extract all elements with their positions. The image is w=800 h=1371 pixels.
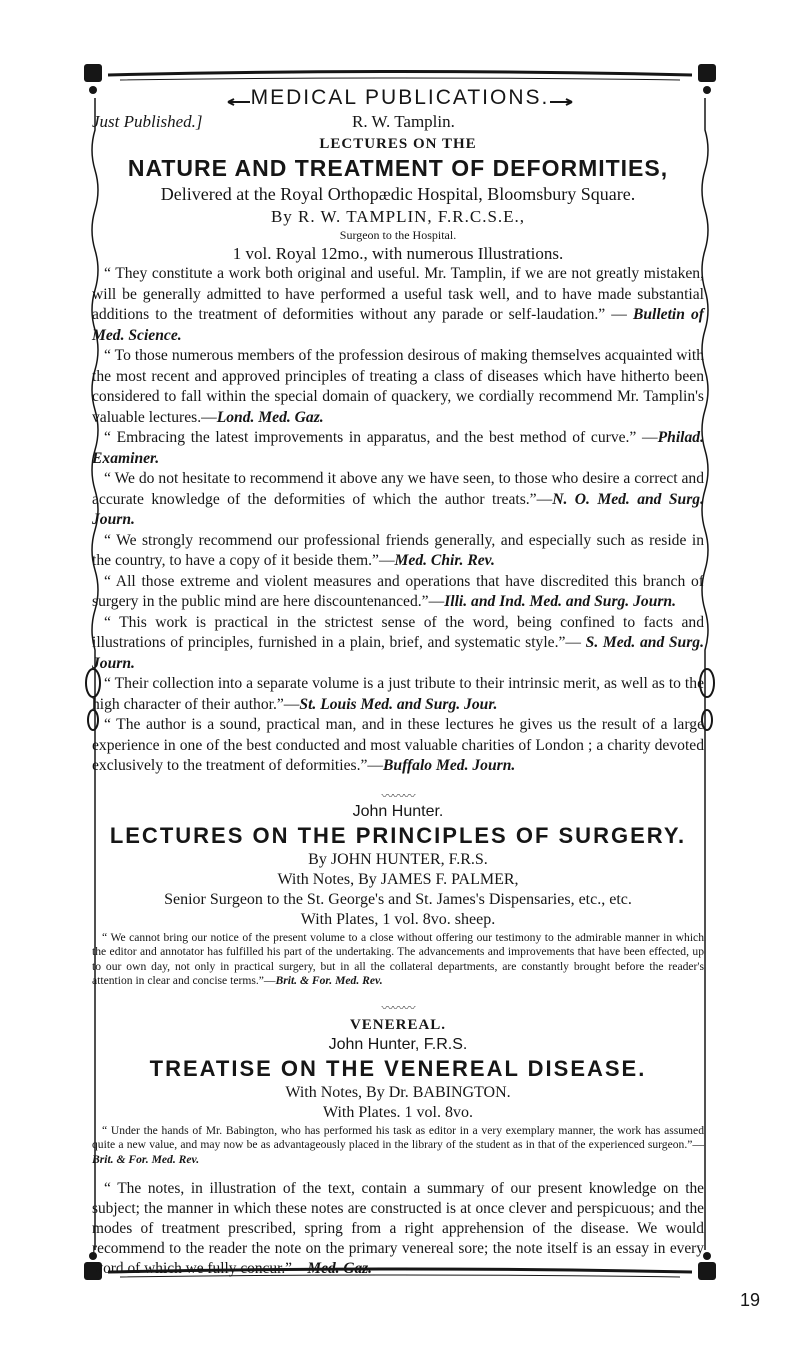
venereal-heading: VENEREAL.	[349, 1016, 447, 1033]
review-quote: “ This work is practical in the strictest sense of the word, being confined to facts and illustrations of principles, furnished in a plain, brief, and systematic style.”— S. Med. and Surg. Journ.	[92, 613, 704, 672]
tamplin-title: NATURE AND TREATMENT OF DEFORMITIES,	[127, 155, 669, 181]
publications-content	[92, 88, 704, 1279]
hunter-role: Senior Surgeon to the St. George's and St. James's Dispensaries, etc., etc.	[164, 890, 632, 908]
review-source: Brit. & For. Med. Rev.	[92, 1152, 200, 1166]
review-source: S. Med. and Surg. Journ.	[92, 634, 704, 672]
tamplin-lectures-on: LECTURES ON THE	[319, 136, 477, 152]
venereal-review-1: “ Under the hands of Mr. Babington, who has performed his task as editor in a very exemplary manner, the work has assumed quite a new value, and may now be as advantageously placed in the library of the student as in that of the experienced surgeon.”—Brit. & For. Med. Rev.	[92, 1123, 704, 1166]
tamplin-volume: 1 vol. Royal 12mo., with numerous Illustrations.	[232, 244, 564, 263]
venereal-title: TREATISE ON THE VENEREAL DISEASE.	[149, 1055, 647, 1081]
page-header-title: MEDICAL PUBLICATIONS.	[250, 86, 550, 109]
review-source: Buffalo Med. Journ.	[383, 757, 516, 774]
review-source: Bulletin of Med. Science.	[92, 306, 704, 344]
hunter-review: “ We cannot bring our notice of the present volume to a close without offering our testimony to the admirable manner in which the editor and annotator has fulfilled his part of the undertaking. The advancements and improvements that have been effected, up to our own day, not only in practical surgery, but in all the collateral departments, are constantly brought before the reader's attention in clear and concise terms.”—Brit. & For. Med. Rev.	[92, 930, 704, 987]
review-quote: “ We strongly recommend our professional friends generally, and especially such as reside in the country, to have a copy of it beside them.”—Med. Chir. Rev.	[92, 531, 704, 569]
review-source: Illi. and Ind. Med. and Surg. Journ.	[444, 593, 677, 610]
hunter-volume: With Plates, 1 vol. 8vo. sheep.	[300, 910, 496, 928]
hunter-short-author: John Hunter.	[352, 802, 444, 820]
venereal-notes: With Notes, By Dr. BABINGTON.	[285, 1083, 511, 1101]
tamplin-short-author: R. W. Tamplin.	[352, 112, 455, 131]
review-source: St. Louis Med. and Surg. Jour.	[299, 695, 498, 713]
review-source: Philad. Examiner.	[92, 429, 704, 467]
page-number: 19	[740, 1290, 761, 1310]
hunter-author: By JOHN HUNTER, F.R.S.	[308, 850, 488, 868]
review-source: Brit. & For. Med. Rev.	[275, 974, 383, 987]
tamplin-reviews	[92, 264, 704, 777]
review-quote: “ The author is a sound, practical man, and in these lectures he gives us the result of a large experience in one of the best conducted and most valuable charities of London ; a charity devoted exclusively to the treatment of deformities.”—Buffalo Med. Journ.	[92, 716, 704, 774]
review-source: N. O. Med. and Surg. Journ.	[92, 490, 704, 528]
tamplin-role: Surgeon to the Hospital.	[339, 228, 457, 242]
hunter-notes: With Notes, By JAMES F. PALMER,	[277, 870, 519, 888]
review-quote: “ Their collection into a separate volume is a just tribute to their intrinsic merit, as well as to the high character of their author.”—St. Louis Med. and Surg. Jour.	[92, 675, 704, 713]
review-source: Med. Chir. Rev.	[394, 552, 495, 569]
venereal-short-author: John Hunter, F.R.S.	[328, 1035, 468, 1053]
hunter-title: LECTURES ON THE PRINCIPLES OF SURGERY.	[109, 822, 687, 848]
venereal-review-2: “ The notes, in illustration of the text, contain a summary of our present knowledge on the subject; the manner in which these notes are constructed is at once clever and perspicuous; and the modes of treatment prescribed, spring from a right apprehension of the disease. We would recommend to the reader the note on the primary venereal sore; the note itself is an essay in every word of which we fully concur.”—Med. Gaz.	[92, 1179, 704, 1277]
wavy-separator: 〰〰〰	[381, 788, 415, 803]
review-quote: “ Embracing the latest improvements in apparatus, and the best method of curve.” —Philad. Examiner.	[92, 429, 704, 467]
review-quote: “ To those numerous members of the profession desirous of making themselves acquainted with the most recent and approved principles of treating a class of diseases which have hitherto been considered to fall within the special domain of quackery, we cordially recommend Mr. Tamplin's valuable lectures.—Lond. Med. Gaz.	[92, 347, 704, 426]
tamplin-author: By R. W. TAMPLIN, F.R.C.S.E.,	[270, 207, 526, 226]
venereal-volume: With Plates. 1 vol. 8vo.	[322, 1103, 473, 1121]
review-source: Med. Gaz.	[307, 1259, 372, 1277]
just-published-label: Just Published.]	[92, 112, 203, 131]
review-quote: “ They constitute a work both original and useful. Mr. Tamplin, if we are not greatly mistaken, will be generally admitted to have performed a useful task well, and to have made substantial additions to the treatment of deformities without any parade or self-laudation.” — Bulletin of Med. Science.	[92, 265, 704, 344]
tamplin-header-row	[92, 112, 704, 136]
wavy-separator: 〰〰〰	[381, 1000, 415, 1015]
review-source: Lond. Med. Gaz.	[216, 408, 324, 426]
review-quote: “ We do not hesitate to recommend it above any we have seen, to those who desire a correct and accurate knowledge of the deformities of which the author treats.”—N. O. Med. and Surg. Journ.	[92, 470, 704, 528]
tamplin-delivered: Delivered at the Royal Orthopædic Hospital, Bloomsbury Square.	[160, 184, 636, 204]
review-quote: “ All those extreme and violent measures and operations that have discredited this branch of surgery in the public mind are here discountenanced.”—Illi. and Ind. Med. and Surg. Journ.	[92, 572, 704, 610]
